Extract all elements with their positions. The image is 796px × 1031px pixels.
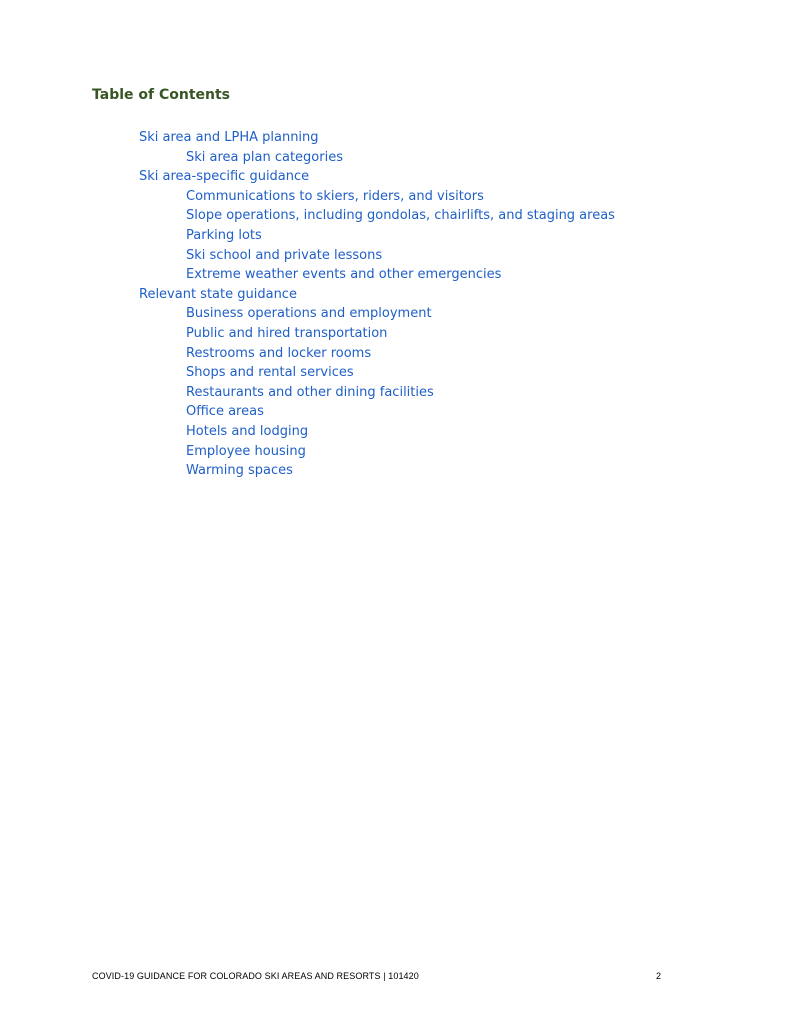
toc-entry-slope-operations[interactable]: Slope operations, including gondolas, chairlifts, and staging areas (186, 208, 615, 224)
toc-entry-relevant-state-guidance[interactable]: Relevant state guidance (139, 286, 297, 302)
footer-document-title: COVID-19 GUIDANCE FOR COLORADO SKI AREAS AND RESORTS | 101420 (92, 971, 419, 981)
toc-entry-restrooms[interactable]: Restrooms and locker rooms (186, 345, 372, 361)
toc-list (0, 128, 615, 481)
toc-entry-warming-spaces[interactable]: Warming spaces (186, 463, 293, 479)
toc-entry-shops-rental[interactable]: Shops and rental services (186, 365, 354, 381)
toc-entry-transportation[interactable]: Public and hired transportation (186, 325, 388, 341)
toc-entry-ski-school[interactable]: Ski school and private lessons (186, 247, 383, 263)
toc-entry-hotels-lodging[interactable]: Hotels and lodging (186, 423, 309, 439)
toc-entry-restaurants[interactable]: Restaurants and other dining facilities (186, 384, 434, 400)
toc-entry-ski-area-specific-guidance[interactable]: Ski area-specific guidance (139, 169, 310, 185)
toc-entry-extreme-weather[interactable]: Extreme weather events and other emergencies (186, 267, 502, 283)
toc-entry-office-areas[interactable]: Office areas (186, 404, 264, 420)
toc-entry-communications[interactable]: Communications to skiers, riders, and visitors (186, 188, 484, 204)
toc-entry-business-operations[interactable]: Business operations and employment (186, 306, 432, 322)
toc-entry-employee-housing[interactable]: Employee housing (186, 443, 306, 459)
toc-entry-ski-area-lpha-planning[interactable]: Ski area and LPHA planning (139, 130, 319, 145)
toc-title: Table of Contents (92, 87, 231, 103)
toc-entry-parking-lots[interactable]: Parking lots (186, 227, 262, 243)
toc-entry-ski-area-plan-categories[interactable]: Ski area plan categories (186, 149, 343, 165)
footer-page-number: 2 (656, 971, 662, 981)
